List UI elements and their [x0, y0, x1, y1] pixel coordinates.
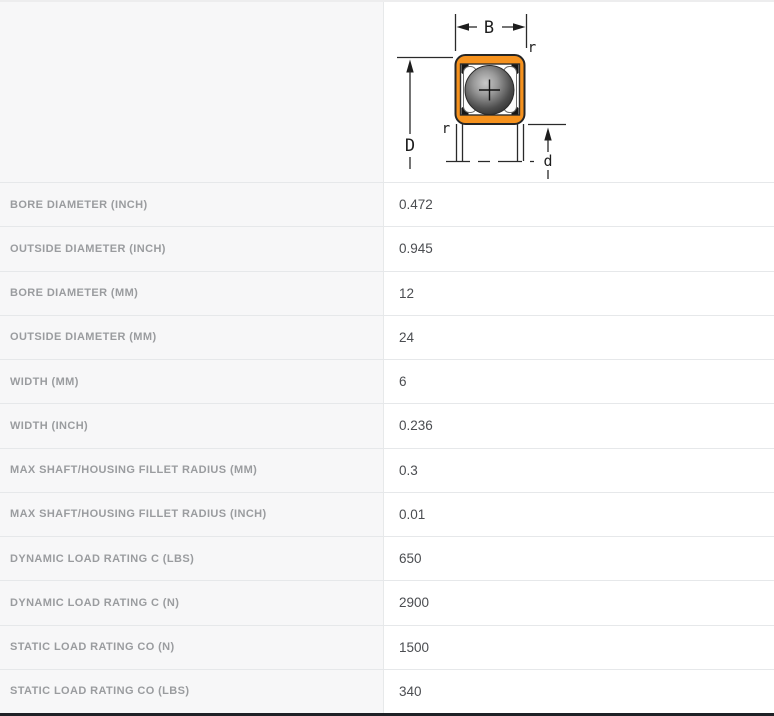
outside-diameter-dim-label: D — [404, 136, 416, 156]
table-row — [0, 492, 774, 536]
spec-label: OUTSIDE DIAMETER (MM) — [10, 331, 157, 344]
spec-value: 1500 — [399, 639, 430, 655]
spec-label: BORE DIAMETER (INCH) — [10, 198, 148, 211]
spec-label: OUTSIDE DIAMETER (INCH) — [10, 242, 166, 255]
spec-label: WIDTH (MM) — [10, 375, 79, 388]
dimension-d — [528, 125, 566, 180]
table-row — [0, 580, 774, 624]
table-row — [0, 271, 774, 315]
fillet-radius-top-label: r — [527, 40, 537, 56]
spec-value: 0.945 — [399, 241, 433, 257]
spec-value: 12 — [399, 285, 415, 301]
spec-value: 2900 — [399, 595, 430, 611]
table-row — [0, 403, 774, 447]
spec-value: 340 — [399, 683, 422, 699]
spec-value: 0.01 — [399, 506, 426, 522]
spec-value: 0.236 — [399, 418, 433, 434]
spec-label: DYNAMIC LOAD RATING C (N) — [10, 596, 180, 609]
table-row — [0, 359, 774, 403]
table-row — [0, 226, 774, 270]
table-row — [0, 448, 774, 492]
bearing-cross-section-diagram — [0, 2, 774, 182]
spec-value: 0.472 — [399, 197, 433, 213]
spec-label: STATIC LOAD RATING CO (N) — [10, 641, 175, 654]
spec-value: 0.3 — [399, 462, 418, 478]
dimension-B — [456, 14, 527, 51]
spec-label: MAX SHAFT/HOUSING FILLET RADIUS (MM) — [10, 464, 258, 477]
spec-label: STATIC LOAD RATING CO (LBS) — [10, 685, 190, 698]
spec-label: DYNAMIC LOAD RATING C (LBS) — [10, 552, 195, 565]
spec-value: 6 — [399, 374, 407, 390]
spec-label: BORE DIAMETER (MM) — [10, 287, 139, 300]
dimension-D — [397, 58, 453, 170]
table-row — [0, 625, 774, 669]
table-row — [0, 315, 774, 359]
table-row — [0, 536, 774, 580]
spec-value: 24 — [399, 329, 415, 345]
spec-table — [0, 182, 774, 713]
bore-diameter-dim-label: d — [543, 152, 553, 170]
table-row — [0, 182, 774, 226]
width-dim-label: B — [483, 18, 495, 38]
spec-label: WIDTH (INCH) — [10, 419, 89, 432]
fillet-radius-left-label: r — [441, 121, 451, 137]
table-row — [0, 669, 774, 713]
inner-ring-legs — [457, 124, 524, 161]
diagram-panel — [0, 2, 774, 182]
spec-label: MAX SHAFT/HOUSING FILLET RADIUS (INCH) — [10, 508, 267, 521]
spec-value: 650 — [399, 551, 422, 567]
